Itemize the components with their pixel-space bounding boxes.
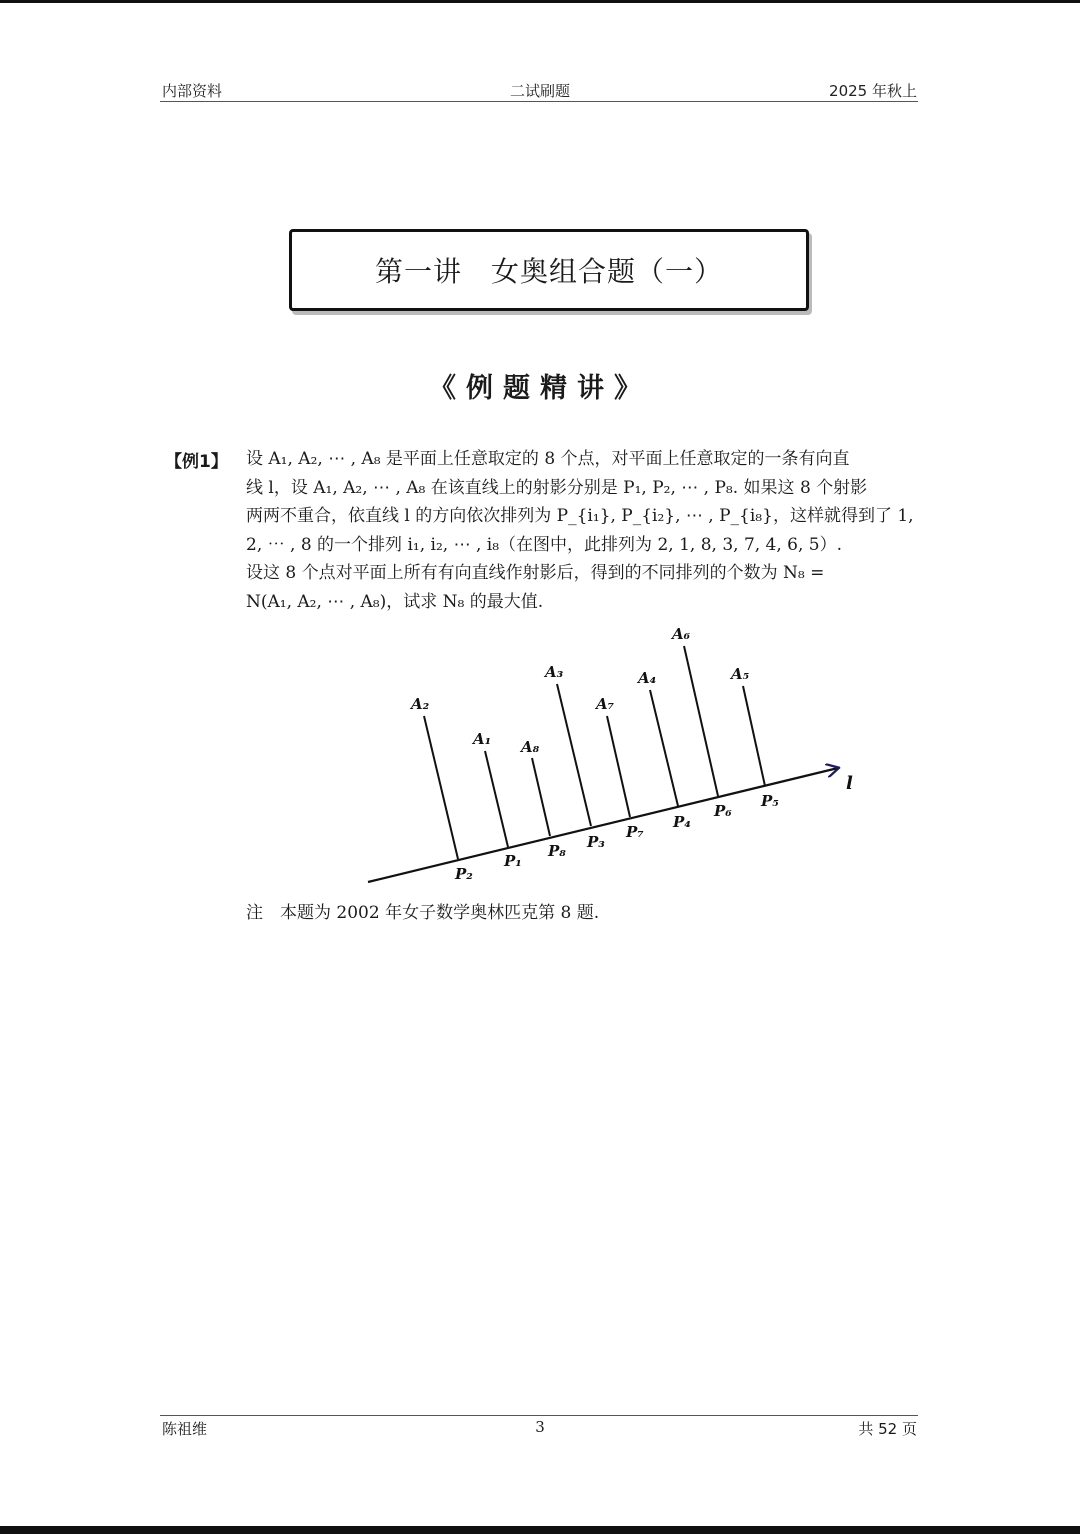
header-right: 2025 年秋上 — [829, 82, 917, 100]
label-a4: A₄ — [638, 669, 657, 687]
label-p7: P₇ — [626, 823, 644, 841]
label-a2: A₂ — [411, 695, 430, 713]
example-text — [246, 445, 918, 617]
bottom-border — [0, 1526, 1080, 1534]
label-p1: P₁ — [504, 852, 522, 870]
header-center: 二试刷题 — [509, 82, 570, 100]
example-line-6: N(A₁, A₂, ⋯ , A₈)，试求 N₈ 的最大值. — [246, 591, 544, 612]
label-p5: P₅ — [761, 792, 779, 810]
label-a6: A₆ — [672, 625, 691, 643]
lecture-title-box — [289, 229, 809, 311]
example-line-2: 线 l，设 A₁, A₂, ⋯ , A₈ 在该直线上的射影分别是 P₁, P₂, ⋯ , P₈. 如果这 8 个射影 — [246, 477, 868, 498]
segment-a1-p1 — [485, 751, 508, 847]
footer-rule — [160, 1415, 918, 1416]
label-p6: P₆ — [714, 802, 732, 820]
label-a7: A₇ — [596, 695, 615, 713]
header-left: 内部资料 — [162, 82, 223, 100]
footer-author: 陈祖维 — [162, 1420, 208, 1438]
segment-a3-p3 — [557, 684, 591, 826]
label-p3: P₃ — [587, 833, 605, 851]
example-line-4: 2, ⋯ , 8 的一个排列 i₁, i₂, ⋯ , i₈（在图中，此排列为 2, 1, 8, 3, 7, 4, 6, 5）. — [246, 534, 843, 555]
label-a8: A₈ — [521, 738, 540, 756]
label-p8: P₈ — [548, 842, 566, 860]
label-a3: A₃ — [545, 663, 564, 681]
header-rule — [160, 101, 918, 102]
page-number: 3 — [535, 1418, 545, 1436]
label-a5: A₅ — [731, 665, 750, 683]
segment-a5-p5 — [743, 686, 765, 786]
example-line-3: 两两不重合，依直线 l 的方向依次排列为 P_{i₁}, P_{i₂}, ⋯ , P_{i₈}，这样就得到了 1, — [246, 506, 914, 527]
label-a1: A₁ — [473, 730, 492, 748]
example-line-1: 设 A₁, A₂, ⋯ , A₈ 是平面上任意取定的 8 个点，对平面上任意取定的一条有向直 — [246, 449, 850, 469]
example-line-5: 设这 8 个点对平面上所有有向直线作射影后，得到的不同排列的个数为 N₈ = — [246, 563, 825, 584]
segment-a6-p6 — [684, 646, 718, 796]
directed-line-l — [368, 768, 838, 882]
segment-a4-p4 — [650, 690, 678, 806]
lecture-title: 第一讲 女奥组合题（一） — [374, 255, 723, 288]
segment-a2-p2 — [424, 716, 458, 859]
segment-a7-p7 — [607, 716, 630, 817]
label-p4: P₄ — [673, 813, 691, 831]
segment-a8-p8 — [532, 758, 550, 836]
line-label: l — [846, 773, 853, 794]
top-border — [0, 0, 1080, 3]
section-subtitle: 《例题精讲》 — [429, 373, 651, 404]
total-pages: 共 52 页 — [858, 1420, 917, 1438]
label-p2: P₂ — [455, 865, 473, 883]
projection-figure — [350, 620, 870, 892]
example-label: 【例1】 — [165, 452, 228, 472]
source-note: 注 本题为 2002 年女子数学奥林匹克第 8 题. — [246, 903, 600, 923]
